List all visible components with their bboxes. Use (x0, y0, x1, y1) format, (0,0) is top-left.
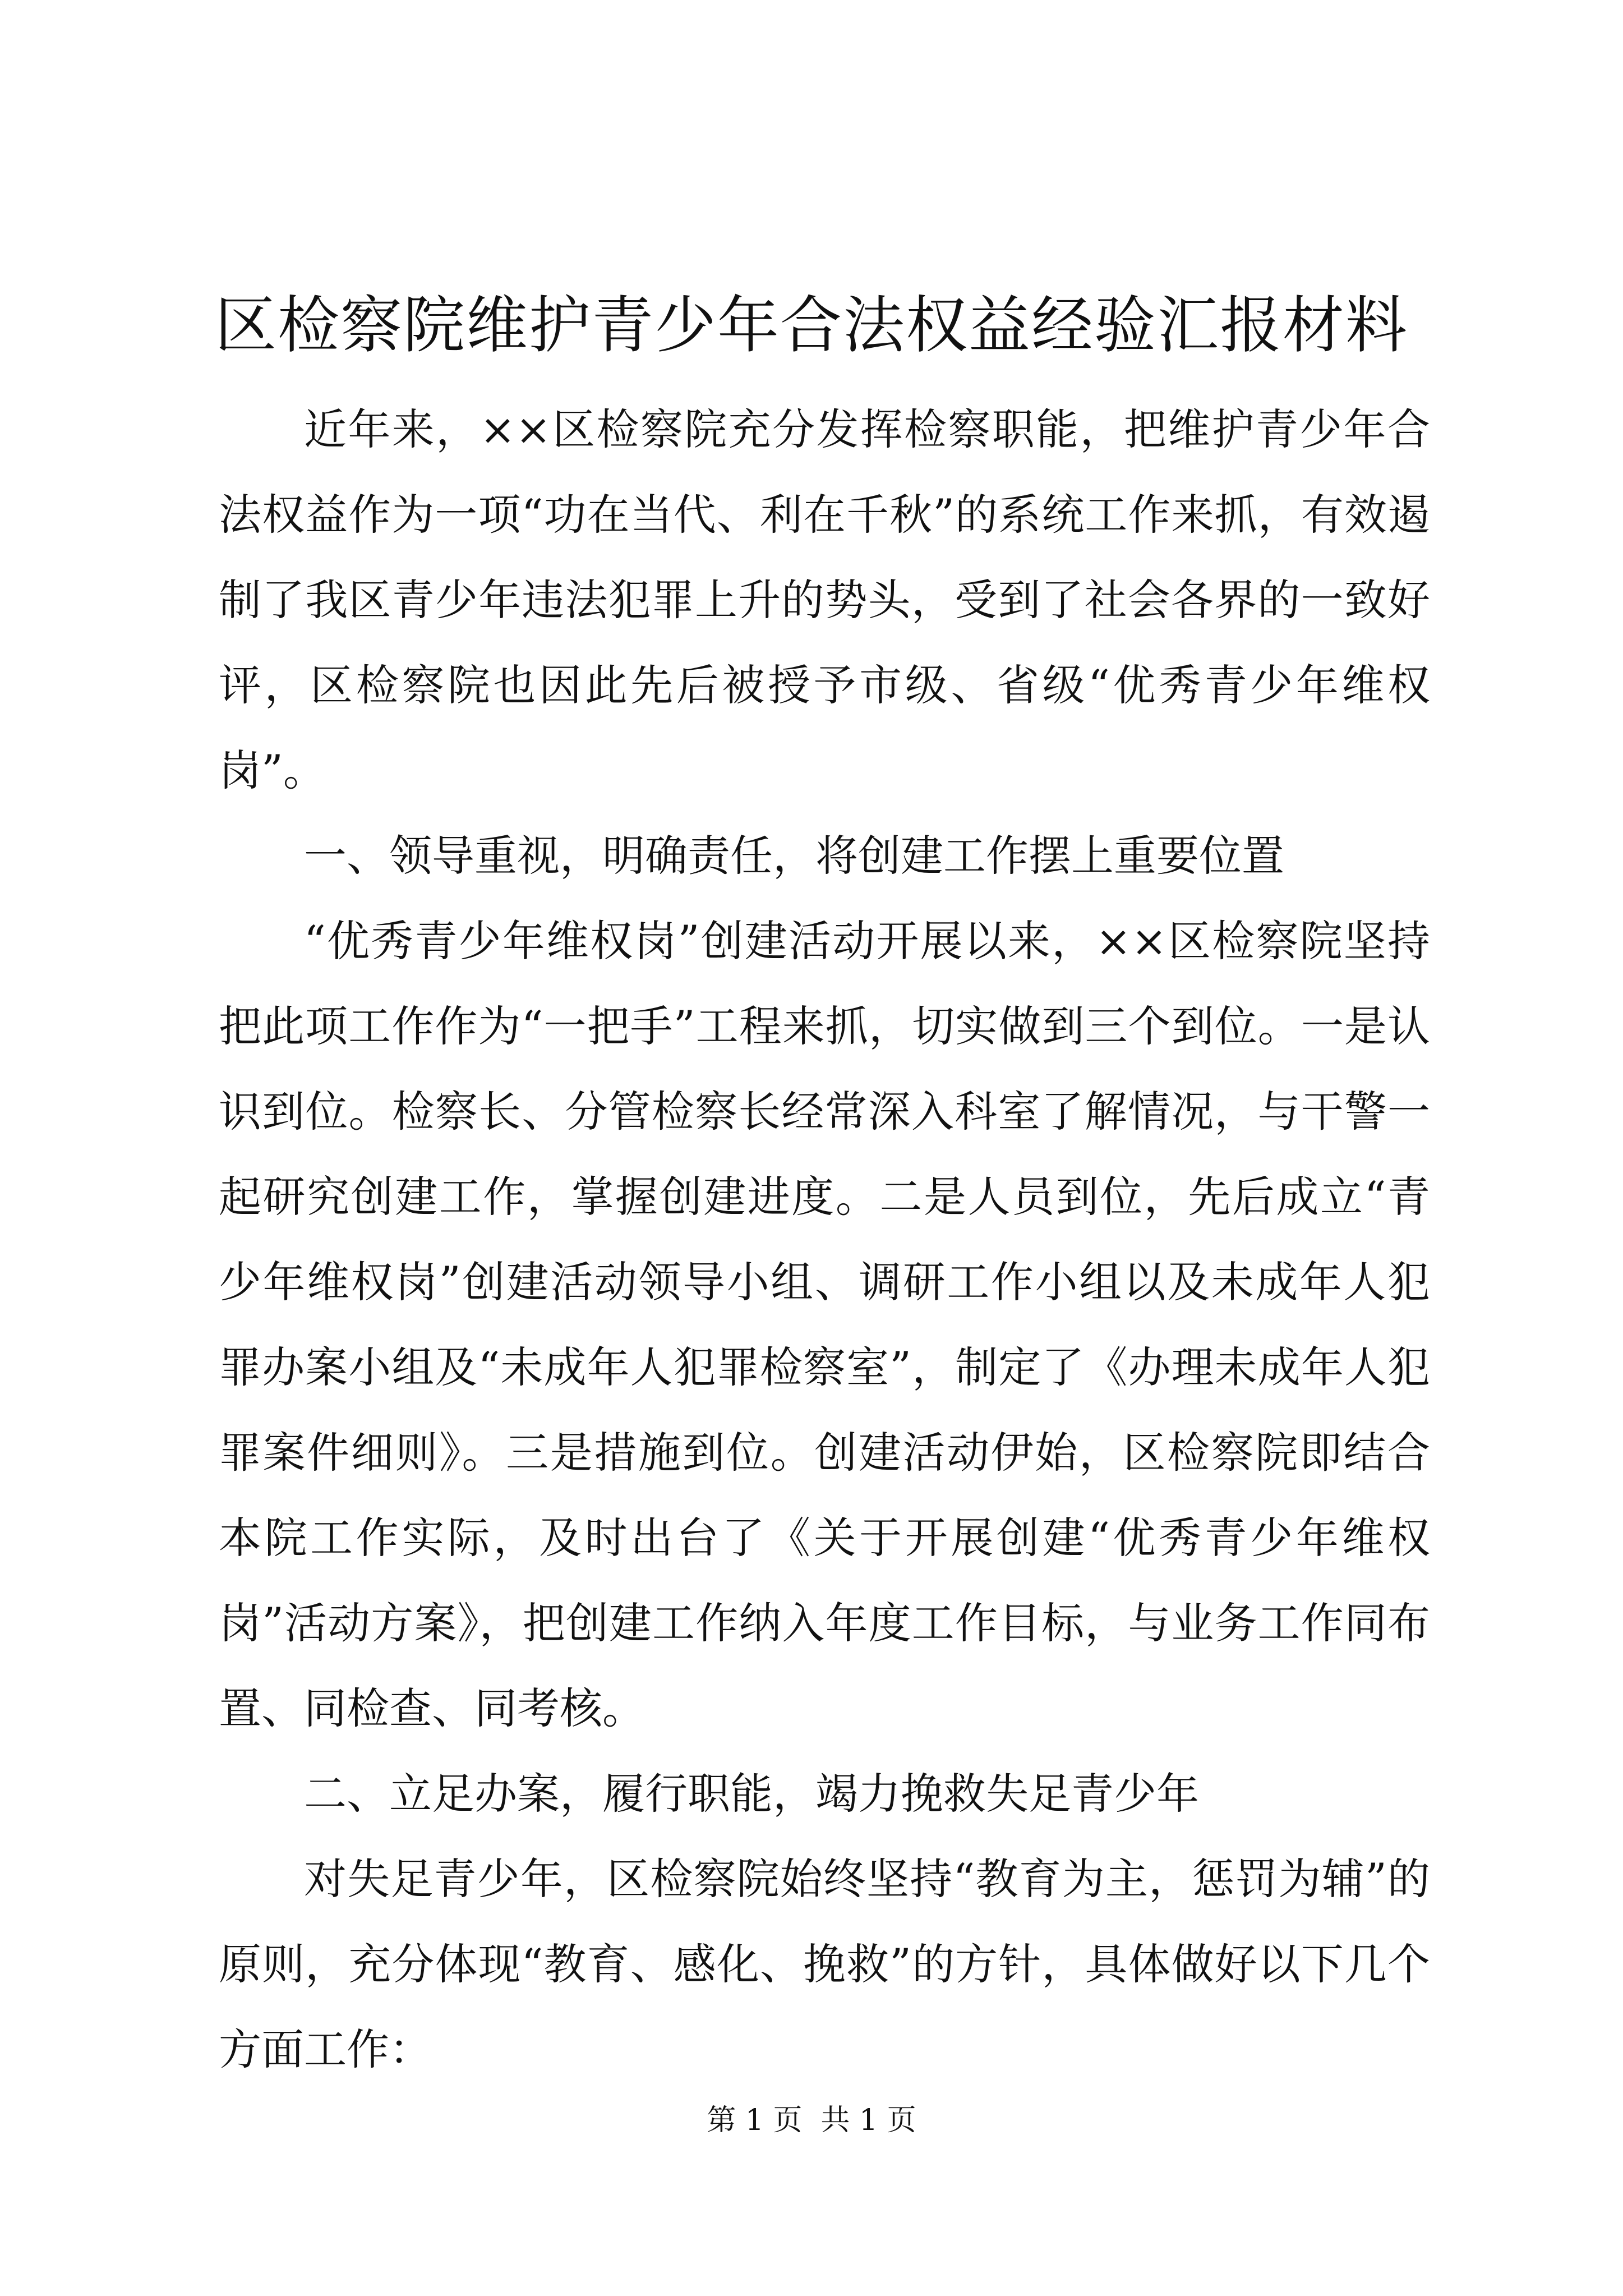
section-1-paragraph: “优秀青少年维权岗”创建活动开展以来，××区检察院坚持把此项工作作为“一把手”工程来抓，切实做到三个到位。一是认识到位。检察长、分管检察长经常深入科室了解情况，与干警一起研究创建工作，掌握创建进度。二是人员到位，先后成立“青少年维权岗”创建活动领导小组、调研工作小组以及未成年人犯罪办案小组及“未成年人犯罪检察室”，制定了《办理未成年人犯罪案件细则》。三是措施到位。创建活动伊始，区检察院即结合本院工作实际，及时出台了《关于开展创建“优秀青少年维权岗”活动方案》，把创建工作纳入年度工作目标，与业务工作同布置、同检查、同考核。 (219, 916, 1430, 1733)
document-title: 区检察院维护青少年合法权益经验汇报材料 (215, 289, 1408, 361)
section-2-paragraph: 对失足青少年，区检察院始终坚持“教育为主，惩罚为辅”的原则，充分体现“教育、感化、挽救”的方针，具体做好以下几个方面工作： (219, 1854, 1430, 2074)
document-body (219, 387, 1430, 2092)
page-footer: 第 1 页 共 1 页 (707, 2104, 916, 2137)
section-heading-1: 一、领导重视，明确责任，将创建工作摆上重要位置 (304, 831, 1284, 881)
intro-paragraph: 近年来，××区检察院充分发挥检察职能，把维护青少年合法权益作为一项“功在当代、利在千秋”的系统工作来抓，有效遏制了我区青少年违法犯罪上升的势头，受到了社会各界的一致好评，区检察院也因此先后被授予市级、省级“优秀青少年维权岗”。 (219, 404, 1430, 795)
section-heading-2: 二、立足办案，履行职能，竭力挽救失足青少年 (304, 1769, 1199, 1819)
